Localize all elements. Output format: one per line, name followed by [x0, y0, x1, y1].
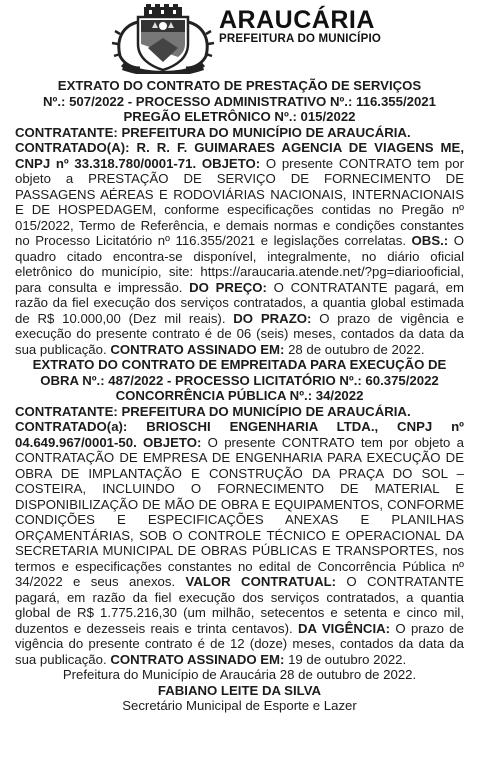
extract-1-obs-label: OBS.: — [411, 233, 449, 248]
extract-1 — [15, 78, 464, 357]
extract-2-contratado-label: CONTRATADO(a): BRIOSCHI ENGENHARIA LTDA., CNPJ nº 04.649.967/0001-50. OBJETO: — [15, 419, 464, 450]
araucaria-coat-of-arms-icon — [108, 4, 218, 74]
extract-2-assinado-label: CONTRATO ASSINADO EM: — [110, 651, 285, 667]
signer-role: Secretário Municipal de Esporte e Lazer — [122, 698, 357, 713]
extract-2-contratante: CONTRATANTE: PREFEITURA DO MUNICÍPIO DE ARAUCÁRIA. — [15, 403, 411, 419]
extract-2-body — [15, 419, 464, 667]
extract-1-title-line-1: EXTRATO DO CONTRATO DE PRESTAÇÃO DE SERVIÇOS — [57, 78, 422, 93]
extract-2-valor-label: VALOR CONTRATUAL: — [185, 574, 337, 589]
brand — [219, 8, 381, 46]
place-date: Prefeitura do Município de Araucária 28 de outubro de 2022. — [62, 667, 417, 682]
extract-2-title-line-2: OBRA Nº.: 487/2022 - PROCESSO LICITATÓRIO Nº.: 60.375/2022 — [40, 372, 439, 388]
extract-1-title-line-3: PREGÃO ELETRÔNICO Nº.: 015/2022 — [123, 109, 356, 124]
signature-block — [15, 667, 464, 714]
extract-2-title-line-3: CONCORRÊNCIA PÚBLICA Nº.: 34/2022 — [115, 388, 364, 403]
brand-name: ARAUCÁRIA — [219, 6, 375, 34]
extract-2-objeto-text: O presente CONTRATO tem por objeto a CONTRATAÇÃO DE EMPRESA DE ENGENHARIA PARA EXECUÇÃO DE OBRA DE IMPLANTAÇÃO E CONSTRUÇÃO DA PRAÇA DO SOL – COSTEIRA, INCLUINDO O FORNECIMENTO DE MATERIAL E DISPONIBILIZAÇÃO DE MÃO DE OBRA E EQUIPAMENTOS, CONFORME CONDIÇÕES E ESPECIFICAÇÕES ANEXAS E PLANILHAS ORÇAMENTÁRIAS, SOB O CONTROLE TÉCNICO E OPERACIONAL DA SECRETARIA MUNICIPAL DE OBRAS PÚBLICAS E TRANSPORTES, nos termos e especificações constantes no edital de Concorrência Pública nº 34/2022 e seus anexos. — [15, 434, 464, 589]
extract-1-contratante: CONTRATANTE: PREFEITURA DO MUNICÍPIO DE ARAUCÁRIA. — [15, 124, 411, 140]
extract-2-vigencia-text: O prazo de vigência do presente contrato é de 12 (doze) meses, contados da data da sua publicação. — [15, 620, 464, 667]
extract-1-objeto-text: O presente CONTRATO tem por objeto a PRESTAÇÃO DE SERVIÇO DE FORNECIMENTO DE PASSAGENS AÉREAS E RODOVIÁRIAS NACIONAIS, INTERNACIONAIS E DE HOSPEDAGEM, conforme especificações contidas no Pregão nº 015/2022, Termo de Referência, e demais normas e condições constantes no Processo Licitatório nº 116.355/2021 e legislações correlatas. — [15, 155, 464, 248]
extract-1-prazo-label: DO PRAZO: — [233, 310, 312, 326]
extract-1-preco-text: O CONTRATANTE pagará, em razão da fiel execução dos serviços contratados, a quantia global estimada de R$ 10.000,00 (Dez mil reais). — [15, 279, 464, 326]
extract-2-valor-text: O CONTRATANTE pagará, em razão da fiel execução dos serviços contratados, a quantia global de R$ 1.775.216,30 (um milhão, setecentos e setenta e cinco mil, duzentos e dezesseis reais e trinta centavos). — [15, 574, 464, 636]
signer-name: FABIANO LEITE DA SILVA — [157, 682, 322, 698]
extract-1-contratado-label: CONTRATADO(A): R. R. F. GUIMARAES AGENCIA DE VIAGENS ME, CNPJ nº 33.318.780/0001-71. OBJETO: — [15, 140, 464, 171]
brand-subtitle: PREFEITURA DO MUNICÍPIO — [219, 33, 381, 45]
extract-1-preco-label: DO PREÇO: — [189, 279, 267, 295]
extract-2-assinado-text: 19 de outubro 2022. — [284, 651, 407, 667]
extract-1-prazo-text: O prazo de vigência e execução do presente contrato é de 06 (seis) meses, contados da data da sua publicação. — [15, 310, 464, 357]
extract-1-assinado-label: CONTRATO ASSINADO EM: — [110, 341, 285, 357]
extract-2-vigencia-label: DA VIGÊNCIA: — [297, 620, 391, 636]
extract-1-title-line-2: Nº.: 507/2022 - PROCESSO ADMINISTRATIVO Nº.: 116.355/2021 — [43, 93, 436, 109]
extract-2-title-line-1: EXTRATO DO CONTRATO DE EMPREITADA PARA EXECUÇÃO DE — [32, 357, 447, 372]
extract-2 — [15, 357, 464, 667]
header — [15, 0, 464, 78]
extract-1-body — [15, 140, 464, 357]
extract-1-obs-text: O quadro citado encontra-se disponível, integralmente, no diário oficial eletrônico do município, site: https://araucaria.atende.net/?pg=diariooficial, para consulta e impressão. — [15, 233, 465, 295]
extract-1-assinado-text: 28 de outubro de 2022. — [284, 341, 425, 357]
